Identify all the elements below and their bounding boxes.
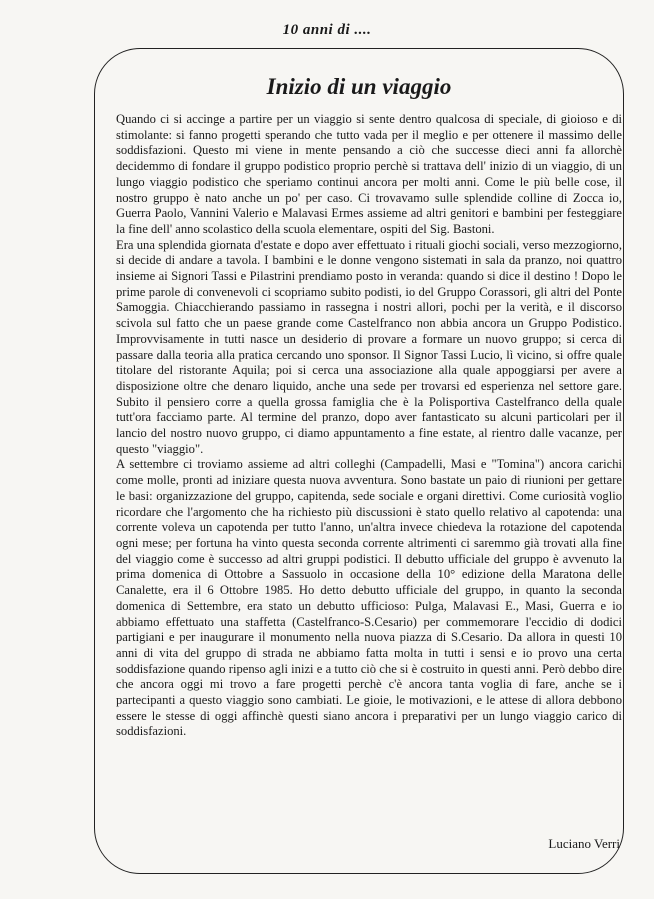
- page-header: 10 anni di ....: [282, 22, 372, 38]
- paragraph-2: Era una splendida giornata d'estate e dopo aver effettuato i rituali giochi sociali, verso mezzogiorno, si decide di andare a tavola. I bambini e le donne vengono sistemati in sala da pranzo, noi quattro insieme ai Signori Tassi e Pilastrini prendiamo posto in veranda: quando si dice il destino ! Dopo le prime parole di convenevoli ci scopriamo subito podisti, io del Gruppo Corassori, gli altri del Ponte Samoggia. Chiacchierando passiamo in rassegna i nostri allori, pochi per la verità, e il discorso scivola sul fatto che un paese grande come Castelfranco non abbia ancora un Gruppo Podistico. Improvvisamente in tutti nasce un desiderio di provare a formare un nuovo gruppo; si cerca di passare dalla teoria alla pratica cercando uno sponsor. Il Signor Tassi Lucio, lì vicino, si offre quale titolare del ristorante Aquila; poi si cerca una associazione alla quale appoggiarsi per avere a disposizione oltre che denaro liquido, anche una sede per trovarsi ed esperienza nel settore gare. Subito il pensiero corre a quella grossa famiglia che è la Polisportiva Castelfranco della quale tutt'ora facciamo parte. Al termine del pranzo, dopo aver fantasticato su alcuni particolari per il lancio del nostro nuovo gruppo, ci diamo appuntamento a fine estate, al rientro dalle vacanze, per questo "viaggio".: [116, 237, 622, 456]
- article-body: [116, 112, 622, 740]
- paragraph-1: Quando ci si accinge a partire per un viaggio si sente dentro qualcosa di speciale, di gioioso e di stimolante: si fanno progetti sperando che tutto vada per il meglio e per ottenere il massimo delle soddisfazioni. Questo mi viene in mente pensando a ciò che successe dieci anni fa allorchè decidemmo di fondare il gruppo podistico proprio perchè si trattava dell' inizio di un viaggio, di un lungo viaggio podistico che speriamo continui ancora per molti anni. Come le più belle cose, il nostro gruppo è nato anche un po' per caso. Ci trovavamo sulle splendide colline di Zocca io, Guerra Paolo, Vannini Valerio e Malavasi Ermes assieme ad altri genitori e bambini per festeggiare la fine dell' anno scolastico della scuola elementare, ospiti del Sig. Bastoni.: [116, 112, 622, 236]
- author-signature: Luciano Verri: [548, 836, 620, 851]
- article-title: Inizio di un viaggio: [266, 74, 452, 99]
- paragraph-3: A settembre ci troviamo assieme ad altri colleghi (Campadelli, Masi e "Tomina") ancora carichi come molle, pronti ad iniziare questa nuova avventura. Sono bastate un paio di riunioni per gettare le basi: organizzazione del gruppo, capitenda, sede sociale e organi direttivi. Come curiosità voglio ricordare che l'argomento che ha richiesto più discussioni è stato quello relativo al capotenda: una corrente voleva un capotenda per tutto l'anno, un'altra invece chiedeva la rotazione del capotenda ogni mese; per fortuna ha vinto questa seconda corrente altrimenti ci saremmo già trovati alla fine del viaggio come è successo ad altri gruppi podistici. Il debutto ufficiale del gruppo è avvenuto la prima domenica di Ottobre a Sassuolo in occasione della 10° edizione della Maratona delle Canalette, era il 6 Ottobre 1985. Ho detto debutto ufficiale del gruppo, in quanto la seconda domenica di Settembre, era stato un debutto ufficioso: Pulga, Malavasi E., Masi, Guerra e io abbiamo effettuato una staffetta (Castelfranco-S.Cesario) per commemorare l'eccidio di dodici partigiani e per inaugurare il monumento nella nuova piazza di S.Cesario. Da allora in questi 10 anni di vita del gruppo di strada ne abbiamo fatta molta in tutti i sensi e io provo una certa soddisfazione quando ripenso agli inizi e a tutto ciò che si è costruito in questi anni. Però debbo dire che ancora oggi mi trovo a fare progetti perchè c'è ancora tanta voglia di fare, anche se i partecipanti a questo viaggio sono cambiati. Le gioie, le motivazioni, e le attese di allora debbono essere le stesse di oggi affinchè questi siano ancora i preparativi per un lungo viaggio carico di soddisfazioni.: [116, 457, 622, 739]
